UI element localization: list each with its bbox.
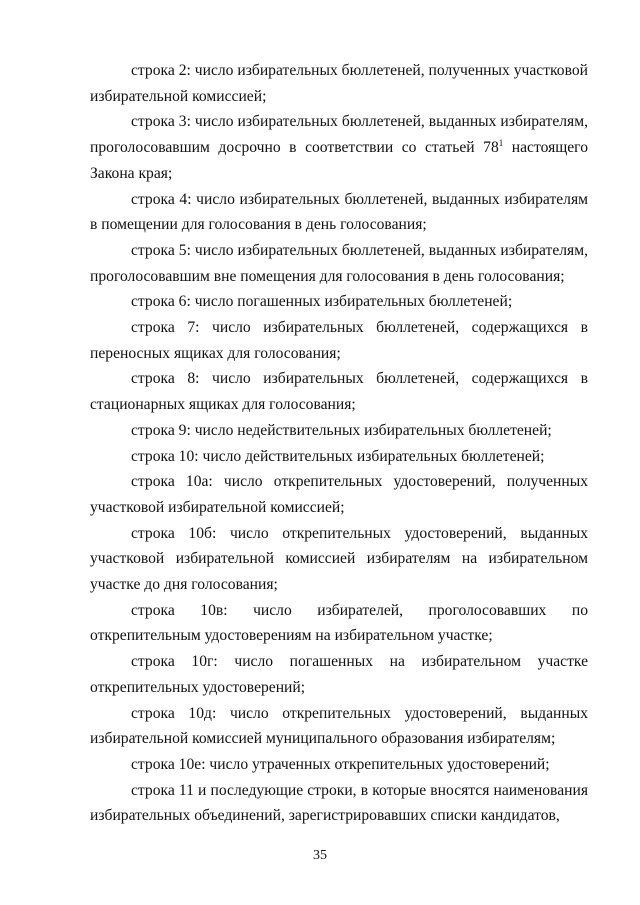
paragraph-line-10b: строка 10б: число открепительных удостоверений, выданных участковой избирательной комиссией избирателям на избирательном участке до дня голосования; <box>90 524 588 594</box>
page-number: 35 <box>313 848 327 863</box>
document-body <box>90 58 588 829</box>
article-superscript: 1 <box>498 137 504 148</box>
paragraph-line-10a: строка 10а: число открепительных удостоверений, полученных участковой избирательной комиссией; <box>90 473 588 516</box>
paragraph-line-10: строка 10: число действительных избирательных бюллетеней; <box>131 447 545 465</box>
paragraph-line-8: строка 8: число избирательных бюллетеней, содержащихся в стационарных ящиках для голосования; <box>90 370 588 414</box>
paragraph-line-10g: строка 10г: число погашенных на избирательном участке открепительных удостоверений; <box>90 653 588 696</box>
paragraph-line-10v: строка 10в: число избирателей, проголосовавших по открепительным удостоверениям на избирательном участке; <box>90 601 588 645</box>
paragraph-line-9: строка 9: число недействительных избирательных бюллетеней; <box>131 421 552 439</box>
paragraph-line-5: строка 5: число избирательных бюллетеней, выданных избирателям, проголосовавшим вне помещения для голосования в день голосования; <box>90 241 588 285</box>
paragraph-line-10e: строка 10е: число утраченных открепительных удостоверений; <box>131 755 550 773</box>
paragraph-line-6: строка 6: число погашенных избирательных бюллетеней; <box>131 293 513 311</box>
paragraph-line-7: строка 7: число избирательных бюллетеней, содержащихся в переносных ящиках для голосования; <box>90 319 588 362</box>
paragraph-line-3-text: строка 3: число избирательных бюллетеней, выданных избирателям, проголосовавшим досрочно в соответствии со статьей 78 <box>90 113 588 157</box>
paragraph-line-3 <box>90 109 588 186</box>
paragraph-line-4: строка 4: число избирательных бюллетеней, выданных избирателям в помещении для голосования в день голосования; <box>90 190 588 234</box>
paragraph-line-11: строка 11 и последующие строки, в которые вносятся наименования избирательных объединений, зарегистрировавших списки кандидатов, <box>90 781 588 825</box>
paragraph-line-3-tail: настоящего Закона края; <box>90 139 588 182</box>
paragraph-line-2: строка 2: число избирательных бюллетеней, полученных участковой избирательной комиссией; <box>90 62 588 105</box>
paragraph-line-10d: строка 10д: число открепительных удостоверений, выданных избирательной комиссией муниципального образования избирателям; <box>90 704 588 748</box>
